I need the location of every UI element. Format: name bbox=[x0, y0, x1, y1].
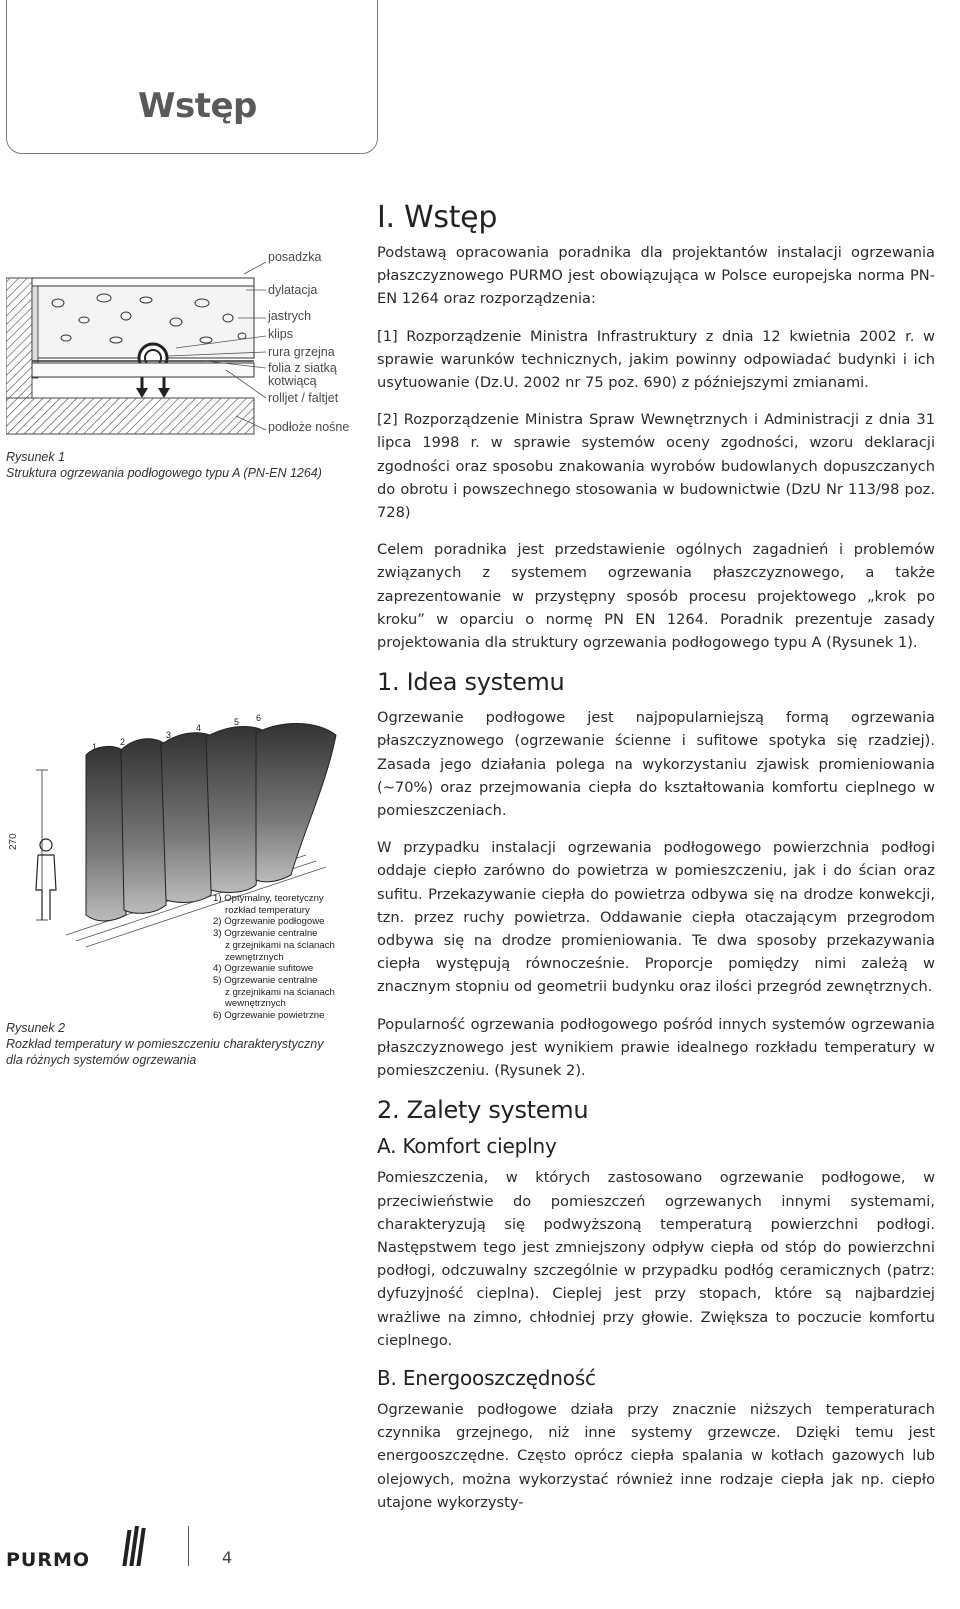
figure1-caption-text: Struktura ogrzewania podłogowego typu A (PN-EN 1264) bbox=[6, 466, 322, 480]
page-number: 4 bbox=[222, 1548, 233, 1567]
sectionB-heading: B. Energooszczędność bbox=[377, 1365, 596, 1390]
brand-text: PURMO bbox=[6, 1549, 91, 1570]
section2-heading: 2. Zalety systemu bbox=[377, 1096, 589, 1125]
label-podloze: podłoże nośne bbox=[268, 420, 350, 434]
legend-line: 5) Ogrzewanie centralne bbox=[213, 974, 318, 986]
legend-line: z grzejnikami na ścianach bbox=[225, 986, 335, 998]
main-column bbox=[377, 200, 935, 1528]
figure2-caption-number: Rysunek 2 bbox=[6, 1021, 66, 1035]
figure1-caption bbox=[6, 449, 322, 481]
figure2-caption-line1: Rozkład temperatury w pomieszczeniu charakterystyczny bbox=[6, 1037, 324, 1051]
legend-line: rozkład temperatury bbox=[225, 904, 310, 916]
figure2-caption bbox=[6, 1020, 323, 1068]
curve-number-2: 2 bbox=[120, 737, 126, 747]
curve-number-5: 5 bbox=[234, 717, 240, 727]
section1-paragraph-2: W przypadku instalacji ogrzewania podłogowego powierzchnia podłogi oddaje ciepło zarówno do powietrza w pomieszczeniu, jak i do ścian oraz sufitu. Przekazywanie ciepła do powietrza odbywa się na drodze konwekcji, tzn. przez ruchy powietrza. Oddawanie ciepła otaczającym przegrodom odbywa się na drodze promieniowania. Te dwa sposoby przekazywania ciepła występują równocześnie. Proporcje pomiędzy nimi zależą w znacznym stopniu od geometrii budynku oraz ilości przegród zewnętrznych. bbox=[377, 839, 935, 996]
legend-line: 3) Ogrzewanie centralne bbox=[213, 928, 318, 940]
legend-line: wewnętrznych bbox=[225, 998, 286, 1010]
reference-2: [2] Rozporządzenie Ministra Spraw Wewnętrznych i Administracji z dnia 31 lipca 1998 r. w sprawie systemów oceny zgodności, wzoru deklaracji zgodności oraz sposobu znakowania wyrobów budowlanych dopuszczanych do obrotu i powszechnego stosowania w budownictwie (DzU Nr 113/98 poz. 728) bbox=[377, 411, 935, 522]
intro-paragraph: Podstawą opracowania poradnika dla projektantów instalacji ogrzewania płaszczyznowego PURMO jest obowiązująca w Polsce europejska norma PN-EN 1264 oraz rozporządzenia: bbox=[377, 244, 935, 308]
label-jastrych: jastrych bbox=[268, 309, 312, 323]
section1-paragraph-1: Ogrzewanie podłogowe jest najpopularniejszą formą ogrzewania płaszczyznowego (ogrzewanie ścienne i sufitowe spotyka się rzadziej). Zasada jego działania polega na wykorzystaniu zjawisk promieniowania (~70%) oraz przejmowania ciepła do kształtowania komfortu cieplnego w pomieszczeniach. bbox=[377, 709, 935, 820]
label-posadzka: posadzka bbox=[268, 250, 322, 264]
section1-paragraph-3: Popularność ogrzewania podłogowego pośród innych systemów ogrzewania płaszczyznowego jest wynikiem prawie idealnego rozkładu temperatury w pomieszczeniu. (Rysunek 2). bbox=[377, 1015, 935, 1080]
sectionB-paragraph: Ogrzewanie podłogowe działa przy znacznie niższych temperaturach czynnika grzejnego, niż inne systemy grzewcze. Dzięki temu jest energooszczędne. Często oprócz ciepła spalania w kotłach gazowych lub olejowych, można wykorzystać również inne rodzaje ciepła jak np. ciepło utajone wykorzysty- bbox=[377, 1400, 935, 1511]
person-icon bbox=[36, 839, 56, 920]
label-kotwiaca: kotwiącą bbox=[268, 374, 317, 388]
figure2-legend bbox=[213, 893, 335, 1022]
footer-divider bbox=[188, 1526, 189, 1566]
legend-line: 6) Ogrzewanie powietrzne bbox=[213, 1010, 325, 1022]
curve-number-6: 6 bbox=[256, 713, 262, 723]
figure2-caption-line2: dla różnych systemów ogrzewania bbox=[6, 1053, 197, 1067]
figure1-caption-number: Rysunek 1 bbox=[6, 450, 66, 464]
section1-heading: 1. Idea systemu bbox=[377, 668, 565, 697]
reference-1: [1] Rozporządzenie Ministra Infrastruktury z dnia 12 kwietnia 2002 r. w sprawie warunków technicznych, jakim powinny odpowiadać budynki i ich usytuowanie (Dz.U. 2002 nr 75 poz. 690) z późniejszymi zmianami. bbox=[377, 327, 935, 392]
purpose-paragraph: Celem poradnika jest przedstawienie ogólnych zagadnień i problemów związanych z systemem ogrzewania płaszczyznowego, a także zaprezentowanie w przystępny sposób procesu projektowego „krok po kroku” w oparciu o normę PN EN 1264. Poradnik prezentuje zasady projektowania dla struktury ogrzewania podłogowego typu A (Rysunek 1). bbox=[377, 541, 935, 652]
curve-number-4: 4 bbox=[196, 723, 202, 733]
legend-line: zewnętrznych bbox=[225, 951, 284, 963]
curve-number-1: 1 bbox=[92, 742, 98, 752]
label-rura-grzejna: rura grzejna bbox=[268, 345, 335, 359]
legend-line: z grzejnikami na ścianach bbox=[225, 939, 335, 951]
header-tab bbox=[6, 0, 378, 154]
sectionA-heading: A. Komfort cieplny bbox=[377, 1134, 557, 1159]
label-dylatacja: dylatacja bbox=[268, 283, 318, 297]
page-title: Wstęp bbox=[138, 86, 257, 126]
height-label: 270 bbox=[8, 833, 19, 850]
label-rolljet: rolljet / faltjet bbox=[268, 391, 339, 405]
curve-number-3: 3 bbox=[166, 730, 172, 740]
legend-line: 4) Ogrzewanie sufitowe bbox=[213, 963, 314, 975]
purmo-logo bbox=[6, 1526, 156, 1570]
label-folia: folia z siatką bbox=[268, 361, 337, 375]
sectionA-paragraph: Pomieszczenia, w których zastosowano ogrzewanie podłogowe, w przeciwieństwie do pomieszczeń ogrzewanych innymi systemami, charakteryzują się podwyższoną temperaturą powierzchni podłogi. Następstwem tego jest zmniejszony odpływ ciepła od stóp do powierzchni podłogi, odczuwalny szczególnie w przypadku podłóg ceramicznych (patrz: dyfuzyjność cieplna). Cieplej jest przy stopach, które są najbardziej wrażliwe na zimno, chłodniej przy głowie. Zwiększa to poczucie komfortu cieplnego. bbox=[377, 1169, 935, 1349]
legend-line: 1) Optymalny, teoretyczny bbox=[213, 893, 324, 904]
legend-line: 2) Ogrzewanie podłogowe bbox=[213, 916, 325, 928]
label-klips: klips bbox=[268, 327, 294, 341]
main-heading: I. Wstęp bbox=[377, 200, 498, 235]
